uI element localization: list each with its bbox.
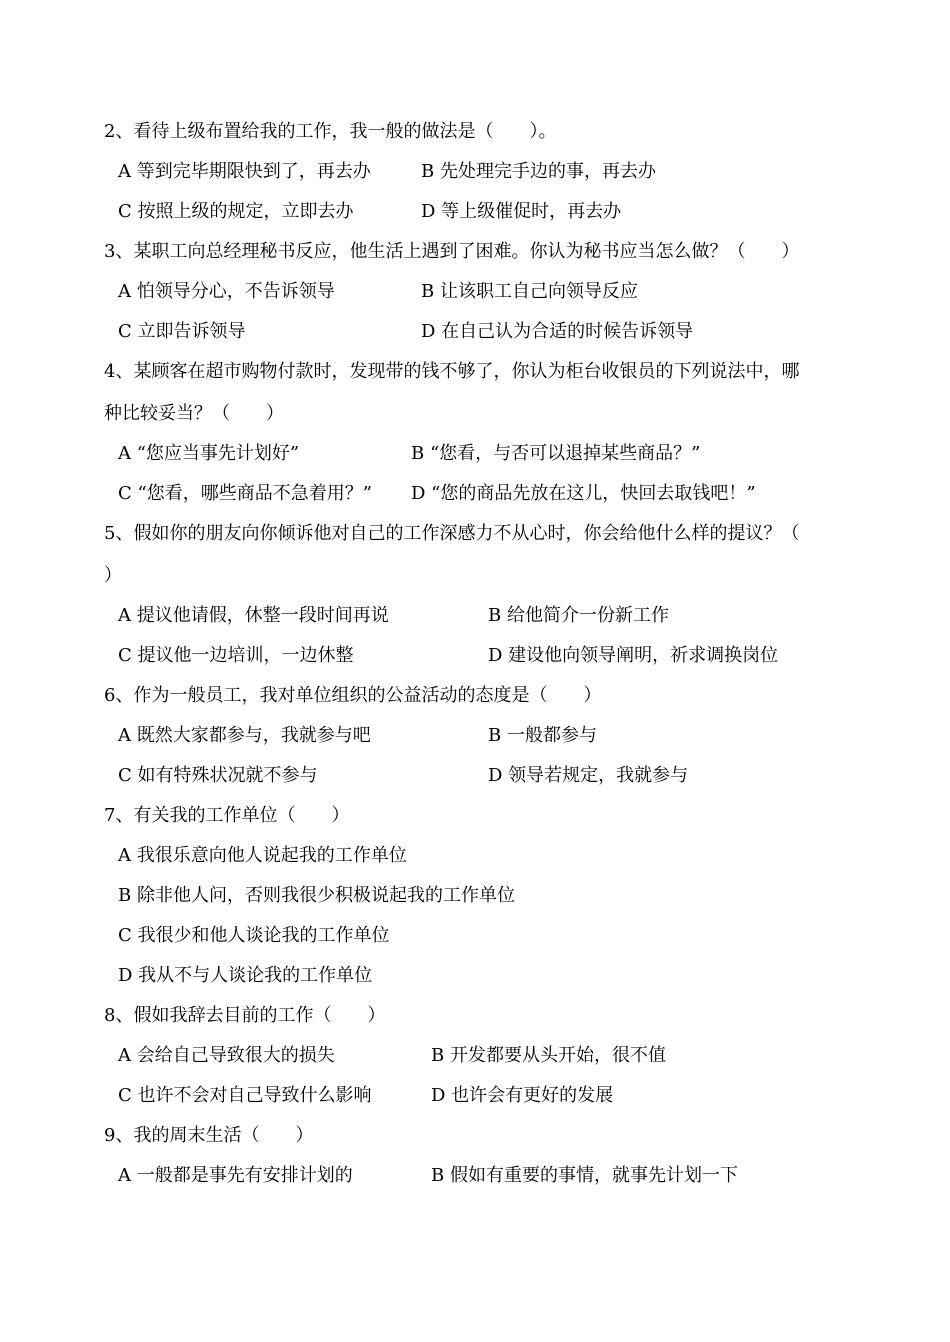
question-8-option-b: B 开发都要从头开始，很不值 bbox=[431, 1045, 666, 1066]
question-8-option-c: C 也许不会对自己导致什么影响 bbox=[118, 1085, 372, 1106]
question-9-option-a: A 一般都是事先有安排计划的 bbox=[118, 1165, 353, 1186]
question-5-option-b: B 给他简介一份新工作 bbox=[488, 605, 669, 626]
question-9-stem: 9、我的周末生活（ ） bbox=[104, 1125, 314, 1146]
question-7-option-a: A 我很乐意向他人说起我的工作单位 bbox=[118, 845, 407, 866]
question-3-stem: 3、某职工向总经理秘书反应，他生活上遇到了困难。你认为秘书应当怎么做？（ ） bbox=[104, 241, 800, 262]
question-2-stem: 2、看待上级布置给我的工作，我一般的做法是（ ）。 bbox=[104, 121, 557, 142]
question-8-option-d: D 也许会有更好的发展 bbox=[431, 1085, 614, 1106]
question-3-option-b: B 让该职工自己向领导反应 bbox=[421, 281, 638, 302]
question-8-stem: 8、假如我辞去目前的工作（ ） bbox=[104, 1005, 386, 1026]
question-4-option-c: C “您看，哪些商品不急着用？” bbox=[118, 483, 372, 504]
question-7-stem: 7、有关我的工作单位（ ） bbox=[104, 805, 350, 826]
question-3-option-d: D 在自己认为合适的时候告诉领导 bbox=[421, 321, 694, 342]
question-2-option-d: D 等上级催促时，再去办 bbox=[421, 201, 622, 222]
question-7-option-b: B 除非他人问，否则我很少积极说起我的工作单位 bbox=[118, 885, 515, 906]
question-6-option-a: A 既然大家都参与，我就参与吧 bbox=[118, 725, 371, 746]
question-5-option-a: A 提议他请假，休整一段时间再说 bbox=[118, 605, 389, 626]
question-3-option-a: A 怕领导分心，不告诉领导 bbox=[118, 281, 335, 302]
question-4-stem: 4、某顾客在超市购物付款时，发现带的钱不够了，你认为柜台收银员的下列说法中，哪 bbox=[104, 361, 800, 382]
question-6-option-b: B 一般都参与 bbox=[488, 725, 597, 746]
question-6-option-d: D 领导若规定，我就参与 bbox=[488, 765, 689, 786]
question-3-option-c: C 立即告诉领导 bbox=[118, 321, 246, 342]
question-5-stem-cont: ） bbox=[104, 565, 122, 586]
question-5-option-d: D 建设他向领导阐明，祈求调换岗位 bbox=[488, 645, 779, 666]
question-5-stem: 5、假如你的朋友向你倾诉他对自己的工作深感力不从心时，你会给他什么样的提议？（ bbox=[104, 523, 800, 544]
question-4-option-d: D “您的商品先放在这儿，快回去取钱吧！” bbox=[411, 483, 756, 504]
question-2-option-a: A 等到完毕期限快到了，再去办 bbox=[118, 161, 371, 182]
question-7-option-c: C 我很少和他人谈论我的工作单位 bbox=[118, 925, 390, 946]
question-9-option-b: B 假如有重要的事情，就事先计划一下 bbox=[431, 1165, 738, 1186]
question-6-stem: 6、作为一般员工，我对单位组织的公益活动的态度是（ ） bbox=[104, 685, 602, 706]
question-4-option-b: B “您看，与否可以退掉某些商品？” bbox=[411, 443, 701, 464]
question-2-option-b: B 先处理完手边的事，再去办 bbox=[421, 161, 656, 182]
question-8-option-a: A 会给自己导致很大的损失 bbox=[118, 1045, 335, 1066]
question-4-option-a: A “您应当事先计划好” bbox=[118, 443, 300, 464]
question-5-option-c: C 提议他一边培训，一边休整 bbox=[118, 645, 354, 666]
question-2-option-c: C 按照上级的规定，立即去办 bbox=[118, 201, 354, 222]
question-6-option-c: C 如有特殊状况就不参与 bbox=[118, 765, 318, 786]
question-7-option-d: D 我从不与人谈论我的工作单位 bbox=[118, 965, 373, 986]
question-4-stem-cont: 种比较妥当？（ ） bbox=[104, 403, 284, 424]
